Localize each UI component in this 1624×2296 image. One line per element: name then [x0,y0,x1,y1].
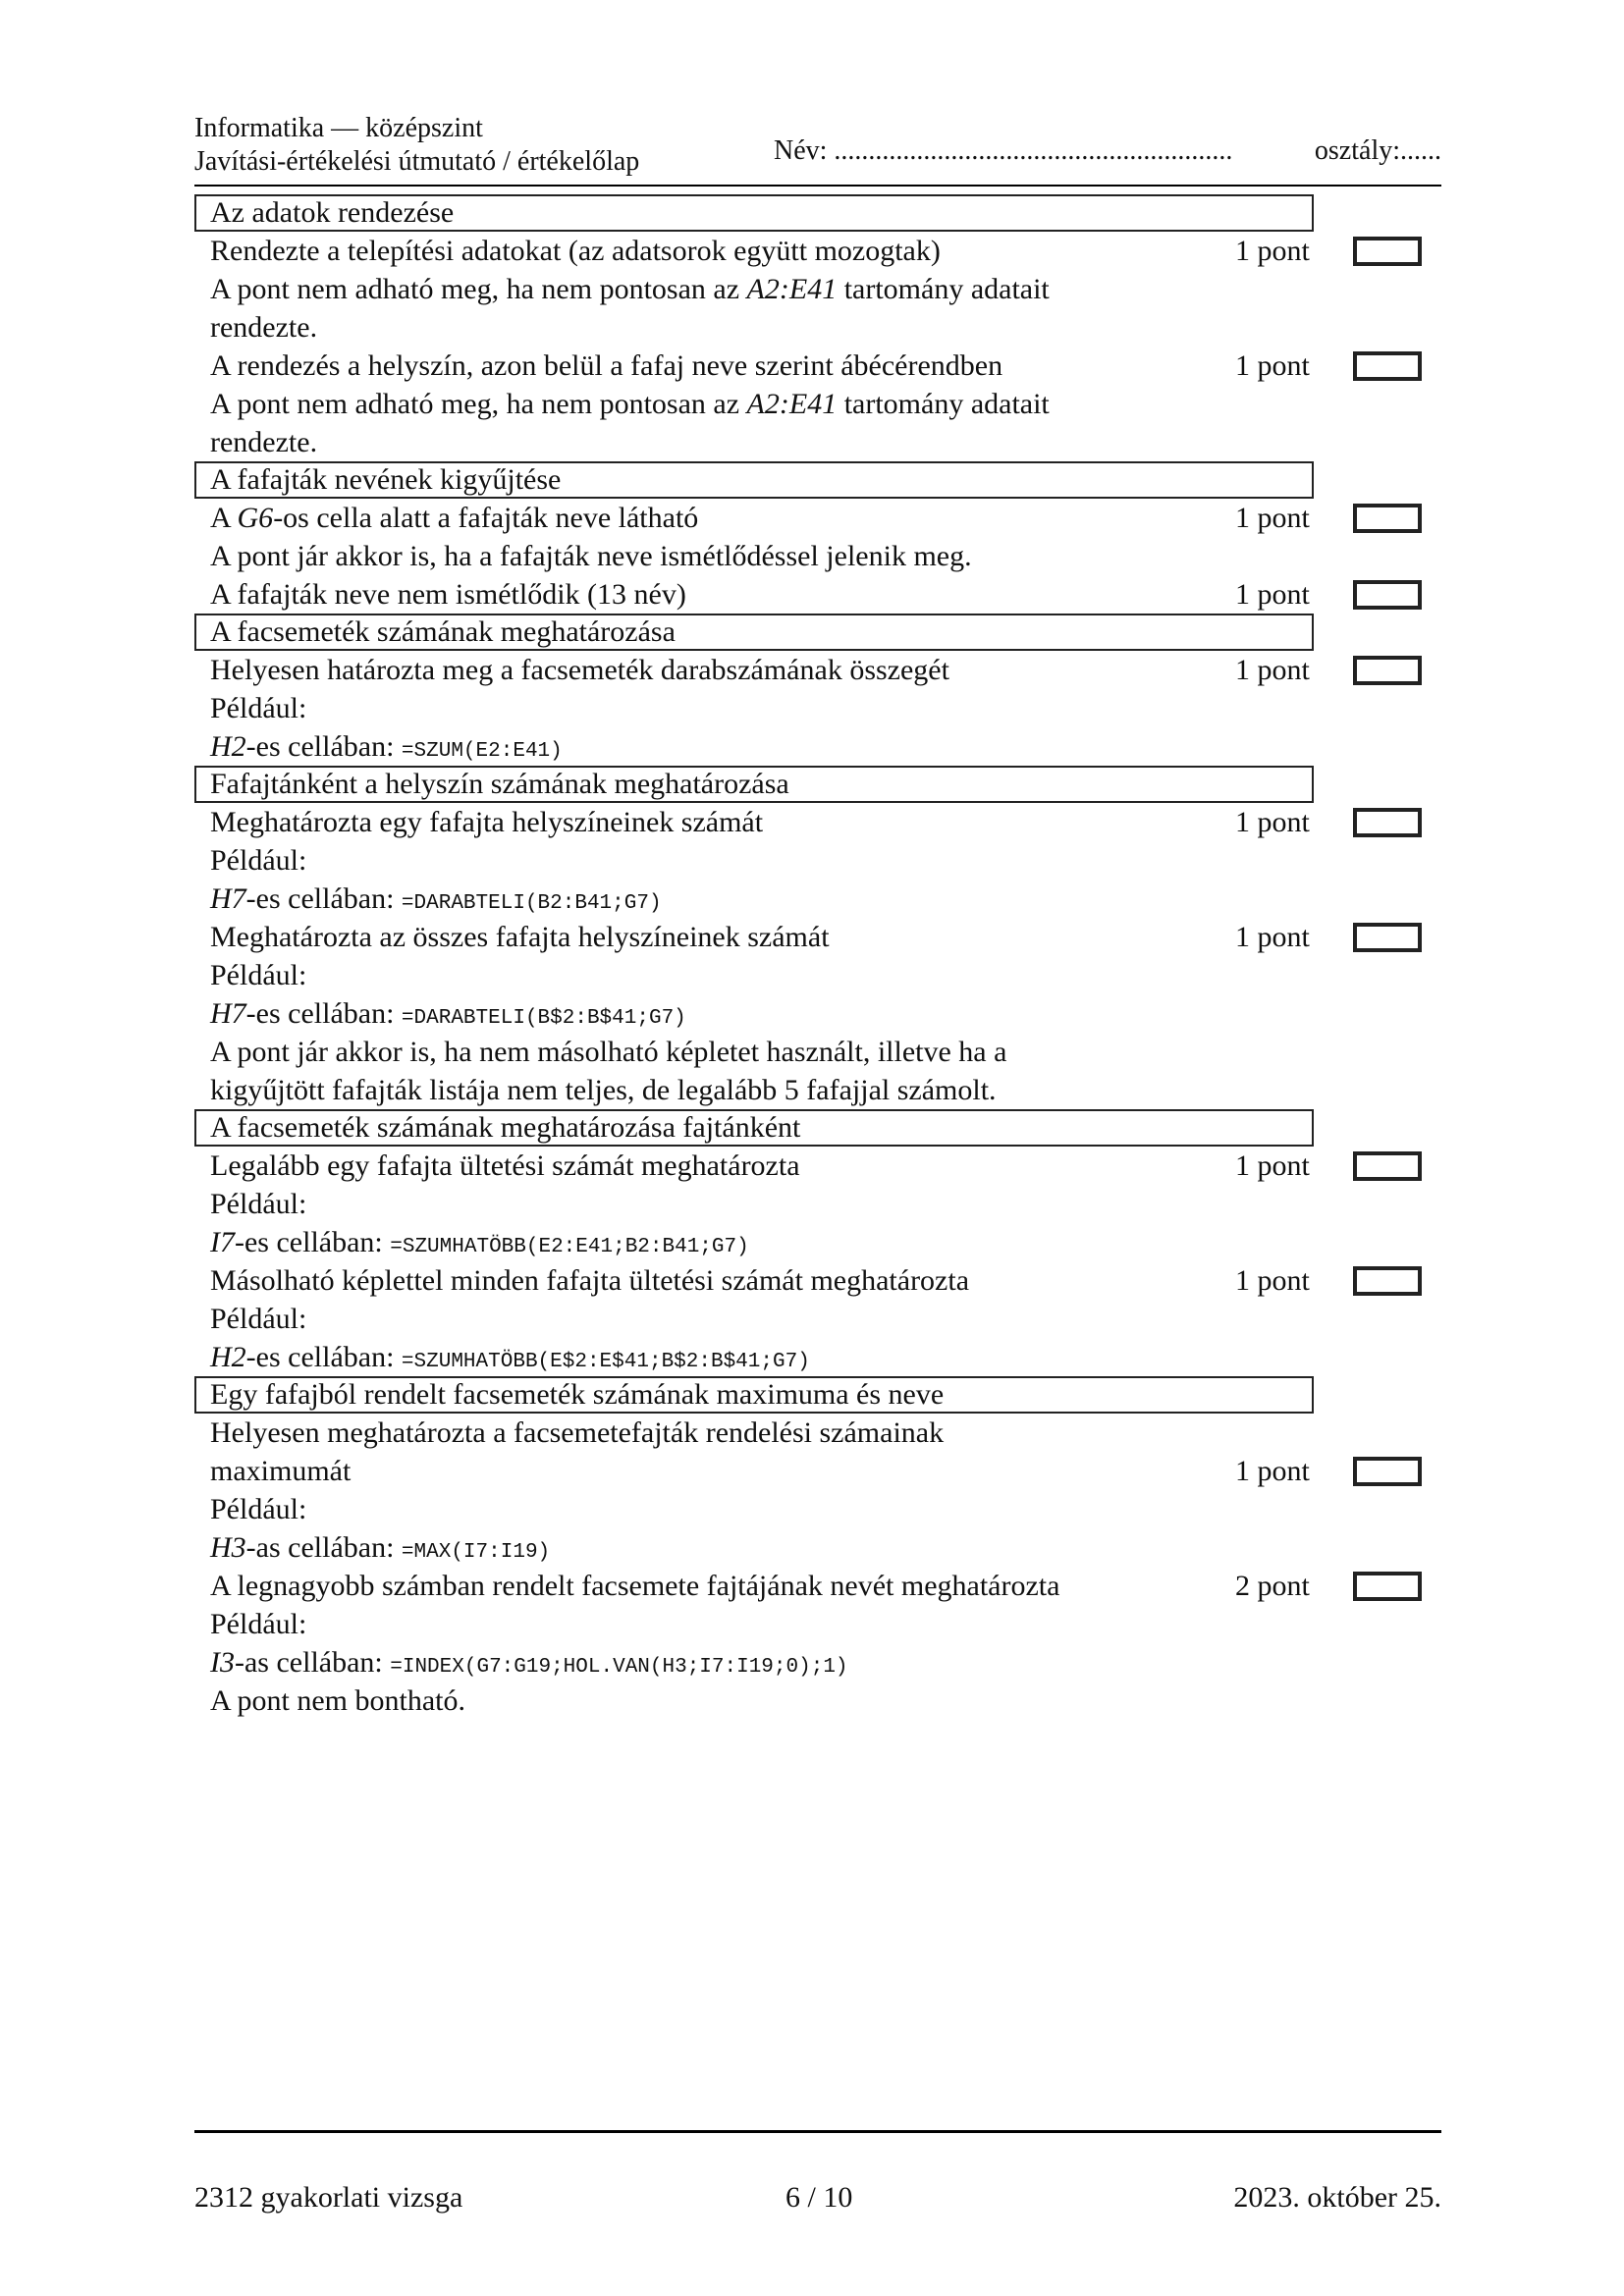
cell-ref: I7 [210,1226,235,1258]
criterion-row [194,1147,1461,1185]
example-label [194,841,1461,880]
name-field: Név: .......................................................... [774,135,1233,166]
header-subject: Informatika — középszint [194,113,483,143]
criterion-row [194,1414,1461,1452]
example-label [194,1185,1461,1223]
example-text: Például: [210,692,307,724]
score-box [1353,1151,1422,1181]
page-header [194,108,1441,187]
criterion-text: Helyesen határozta meg a facsemeték darabszámának összegét [210,654,949,686]
criterion-text: maximumát [210,1455,352,1487]
range-ref: A2:E41 [746,388,838,420]
cell-ref: H7 [210,997,246,1030]
example-text: Például: [210,1608,307,1640]
criterion-text: Legalább egy fafajta ültetési számát meghatározta [210,1149,800,1182]
score-box [1353,1266,1422,1296]
formula-row [194,1223,1461,1261]
cell-suffix: -es cellában: [245,730,395,763]
criterion-text: A fafajták neve nem ismétlődik (13 név) [210,578,686,611]
example-label [194,956,1461,994]
note-text: rendezte. [210,426,318,458]
criterion-row [194,651,1461,689]
footer-divider [194,2130,1441,2133]
example-text: Például: [210,1493,307,1525]
cell-suffix: -as cellában: [245,1531,395,1564]
points-label: 1 pont [1235,502,1310,534]
criterion-row [194,1261,1461,1300]
criterion-row [194,232,1461,270]
formula: =DARABTELI(B$2:B$41;G7) [401,1007,686,1030]
criterion-text: A rendezés a helyszín, azon belül a fafaj neve szerint ábécérendben [210,349,1003,382]
score-box [1353,1572,1422,1601]
note-text: A pont jár akkor is, ha a fafajták neve ismétlődéssel jelenik meg. [210,540,972,572]
score-box [1353,808,1422,837]
criterion-text: Másolható képlettel minden fafajta ültetési számát meghatározta [210,1264,970,1297]
score-box [1353,1457,1422,1486]
points-label: 1 pont [1235,235,1310,267]
formula-row [194,994,1461,1033]
footer-page-number: 6 / 10 [785,2181,853,2214]
points-label: 2 pont [1235,1570,1310,1602]
note-text: tartomány adatait [843,388,1050,420]
cell-suffix: -es cellában: [245,997,395,1030]
scoring-content [194,194,1461,1720]
section-title-locations-per-species: Fafajtánként a helyszín számának meghatározása [194,766,1314,803]
footer-exam-code: 2312 gyakorlati vizsga [194,2181,463,2214]
example-text: Például: [210,1188,307,1220]
points-label: 1 pont [1235,1149,1310,1182]
score-box [1353,656,1422,685]
cell-ref: H2 [210,730,246,763]
example-text: Például: [210,1303,307,1335]
note-text: A pont nem adható meg, ha nem pontosan az [210,273,740,305]
score-box [1353,923,1422,952]
note-row [194,423,1461,461]
cell-suffix: -es cellában: [235,1226,383,1258]
cell-ref: H7 [210,882,246,915]
formula: =SZUMHATÖBB(E2:E41;B2:B41;G7) [390,1236,749,1258]
note-text: A pont nem bontható. [210,1684,465,1717]
example-label [194,1605,1461,1643]
points-label: 1 pont [1235,806,1310,838]
points-label: 1 pont [1235,349,1310,382]
note-row [194,1033,1461,1071]
score-box [1353,580,1422,610]
points-label: 1 pont [1235,921,1310,953]
formula-row [194,880,1461,918]
points-label: 1 pont [1235,578,1310,611]
cell-ref: H2 [210,1341,246,1373]
criterion-row [194,499,1461,537]
note-text: A pont nem adható meg, ha nem pontosan az [210,388,740,420]
criterion-row [194,347,1461,385]
note-row [194,270,1461,308]
criterion-row [194,575,1461,614]
section-title-sorting: Az adatok rendezése [194,194,1314,232]
section-title-max-order: Egy fafajból rendelt facsemeték számának maximuma és neve [194,1376,1314,1414]
criterion-text: -os cella alatt a fafajták neve látható [273,502,699,534]
note-row [194,385,1461,423]
formula-row [194,727,1461,766]
note-text: A pont jár akkor is, ha nem másolható képletet használt, illetve ha a [210,1036,1007,1068]
formula: =SZUM(E2:E41) [401,740,563,763]
points-label: 1 pont [1235,1264,1310,1297]
criterion-text: Meghatározta az összes fafajta helyszíneinek számát [210,921,830,953]
footer-date: 2023. október 25. [1233,2181,1441,2214]
note-row [194,308,1461,347]
score-box [1353,237,1422,266]
note-text: rendezte. [210,311,318,344]
criterion-row [194,803,1461,841]
cell-ref: H3 [210,1531,246,1564]
formula: =MAX(I7:I19) [401,1541,551,1564]
example-text: Például: [210,844,307,877]
class-field: osztály:...... [1314,135,1441,166]
note-text: tartomány adatait [843,273,1050,305]
criterion-row [194,1452,1461,1490]
note-text: kigyűjtött fafajták listája nem teljes, de legalább 5 fafajjal számolt. [210,1074,997,1106]
note-row [194,1071,1461,1109]
example-label [194,1490,1461,1528]
formula: =INDEX(G7:G19;HOL.VAN(H3;I7:I19;0);1) [390,1656,848,1679]
note-row [194,537,1461,575]
example-label [194,1300,1461,1338]
range-ref: A2:E41 [746,273,838,305]
criterion-text: Helyesen meghatározta a facsemetefajták rendelési számainak [210,1416,945,1449]
criterion-text: A [210,502,231,534]
criterion-text: A legnagyobb számban rendelt facsemete fajtájának nevét meghatározta [210,1570,1060,1602]
formula: =DARABTELI(B2:B41;G7) [401,892,662,915]
criterion-text: Rendezte a telepítési adatokat (az adatsorok együtt mozogtak) [210,235,941,267]
criterion-row [194,918,1461,956]
points-label: 1 pont [1235,1455,1310,1487]
cell-ref: I3 [210,1646,235,1679]
formula: =SZUMHATÖBB(E$2:E$41;B$2:B$41;G7) [401,1351,810,1373]
example-label [194,689,1461,727]
cell-suffix: -es cellában: [245,1341,395,1373]
criterion-row [194,1567,1461,1605]
section-title-seedling-count: A facsemeték számának meghatározása [194,614,1314,651]
points-label: 1 pont [1235,654,1310,686]
example-text: Például: [210,959,307,991]
criterion-text: Meghatározta egy fafajta helyszíneinek számát [210,806,764,838]
section-title-seedlings-per-species: A facsemeték számának meghatározása fajtánként [194,1109,1314,1147]
header-doc-type: Javítási-értékelési útmutató / értékelőlap [194,146,640,177]
formula-row [194,1528,1461,1567]
cell-suffix: -as cellában: [235,1646,383,1679]
formula-row [194,1643,1461,1682]
cell-suffix: -es cellában: [245,882,395,915]
score-box [1353,504,1422,533]
cell-ref: G6 [237,502,274,534]
section-title-species-names: A fafajták nevének kigyűjtése [194,461,1314,499]
formula-row [194,1338,1461,1376]
note-row [194,1682,1461,1720]
score-box [1353,351,1422,381]
